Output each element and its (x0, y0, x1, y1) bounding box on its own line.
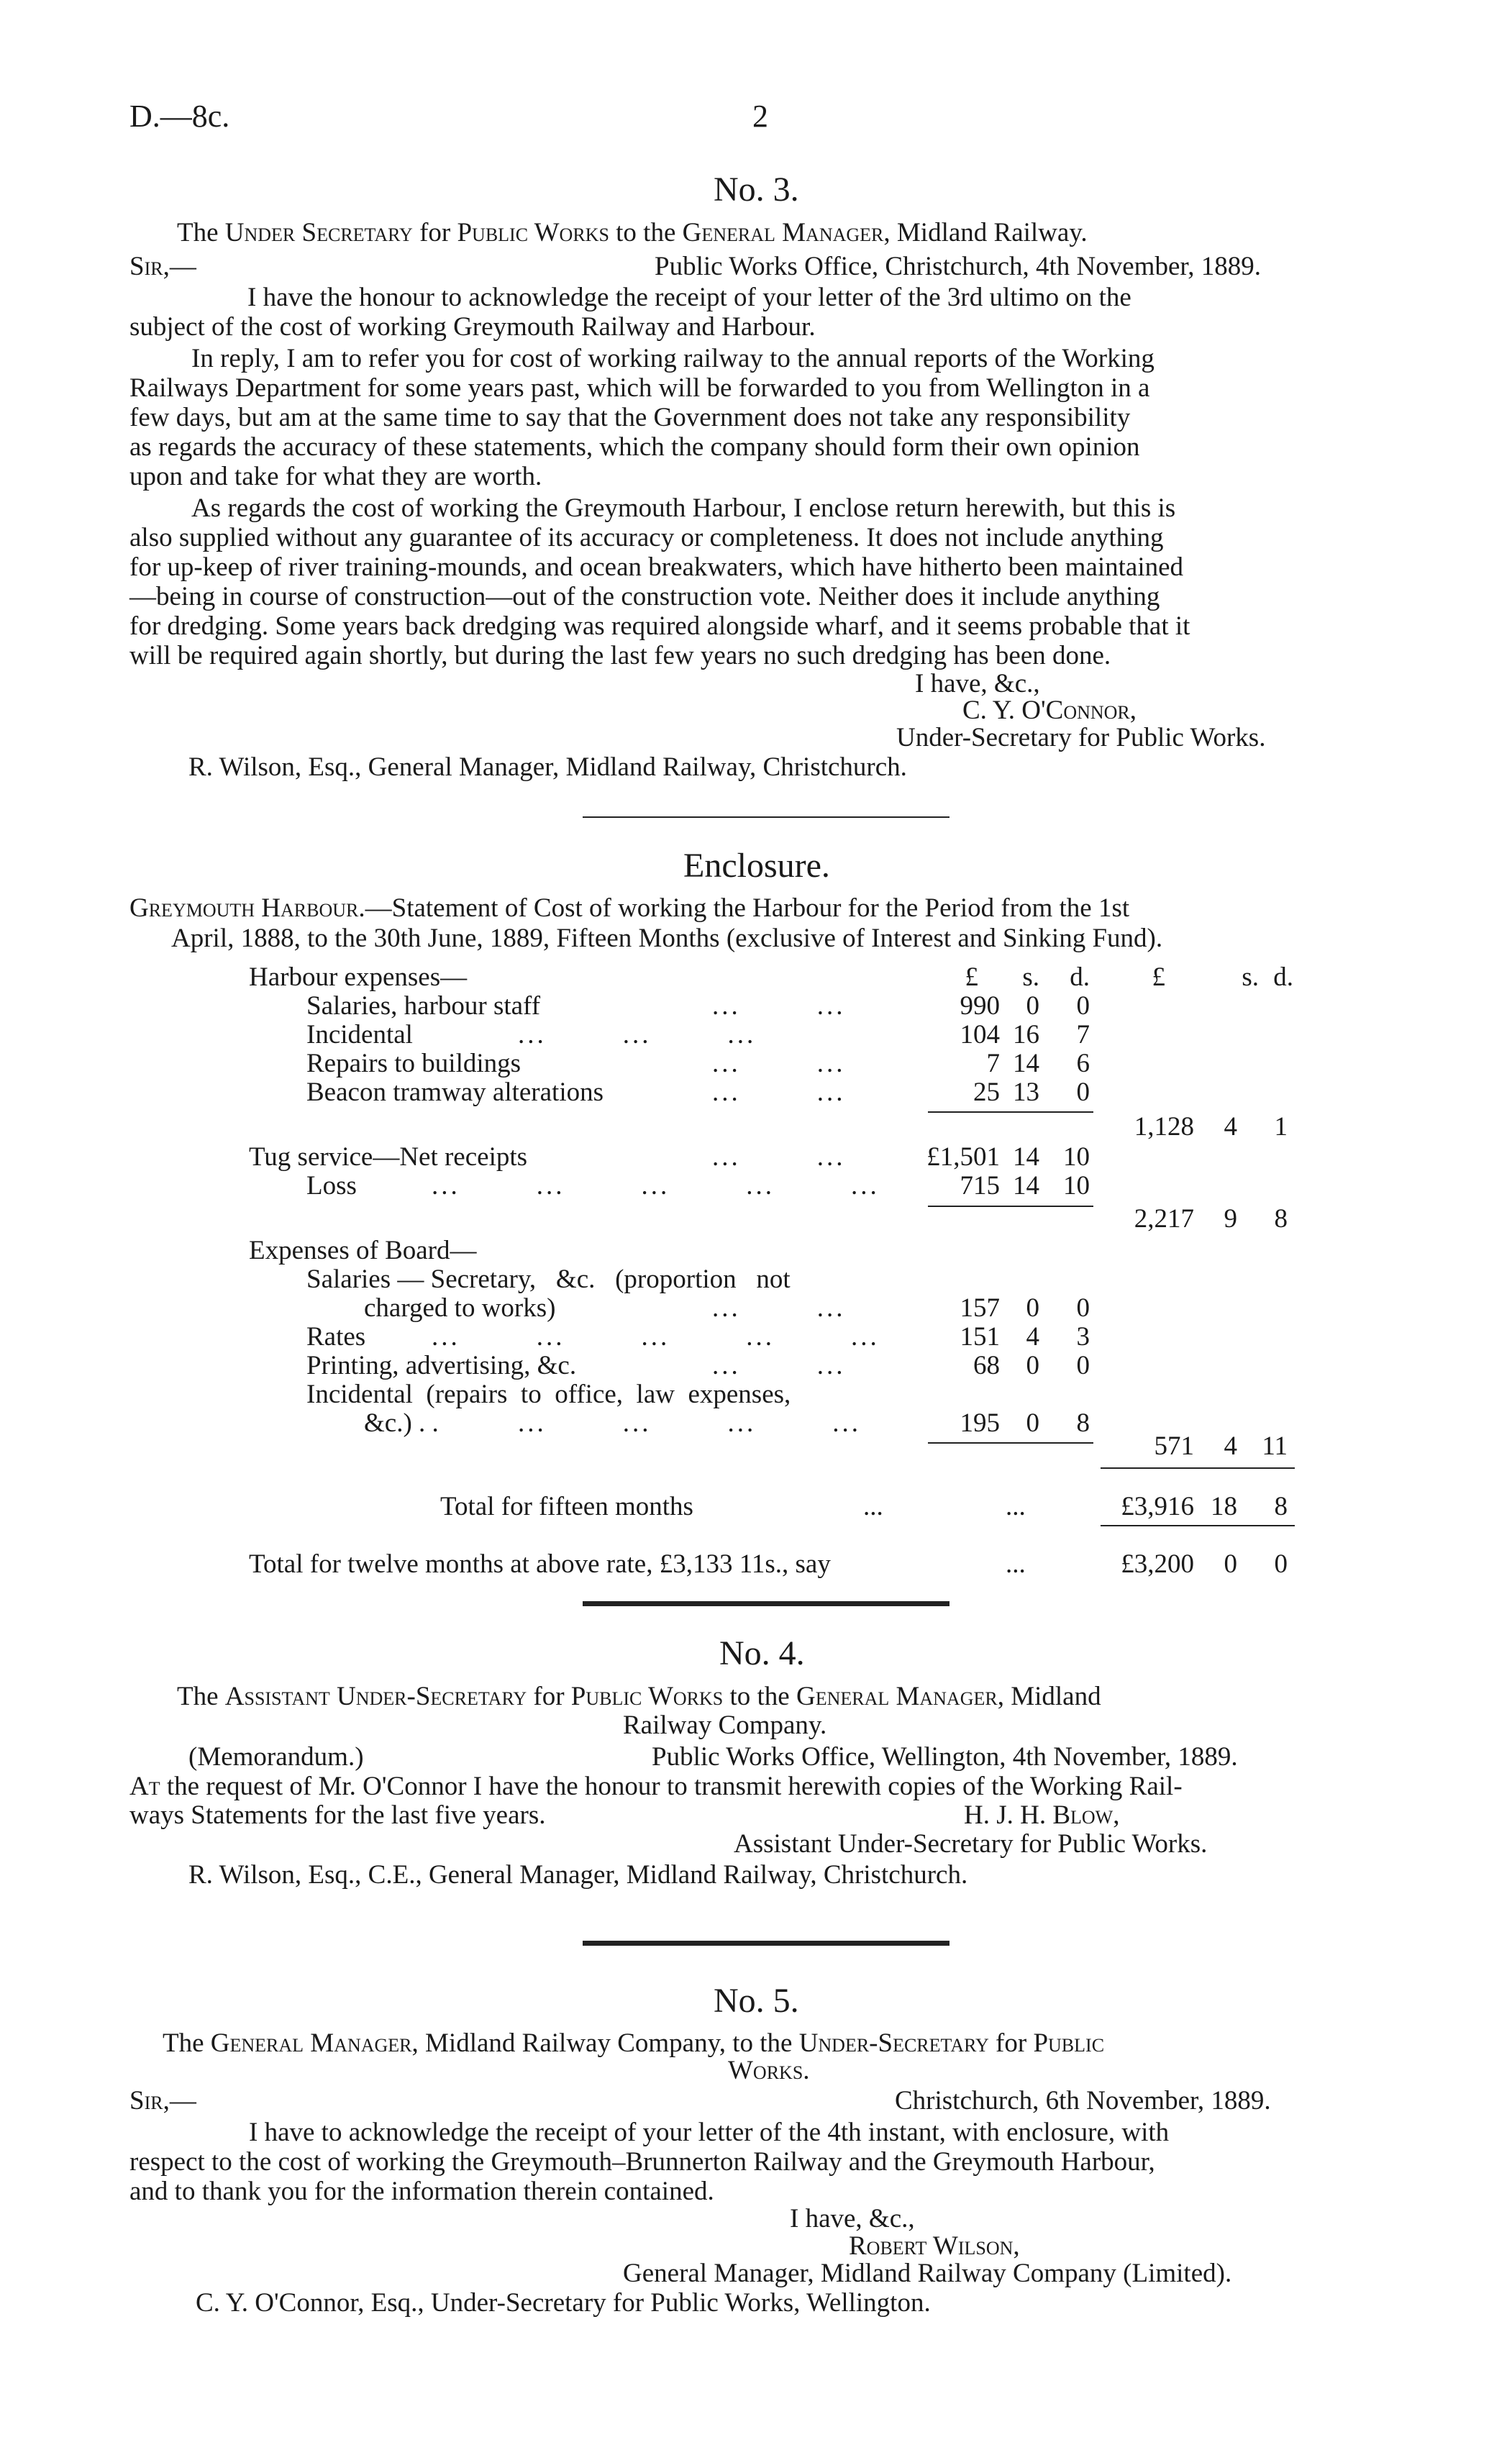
letter-4-body: ways Statements for the last five years. (129, 1800, 546, 1830)
row-label: Repairs to buildings (306, 1049, 522, 1078)
cell-pounds: 25 (973, 1078, 1000, 1107)
cell-pence: 7 (1076, 1020, 1090, 1049)
row-label: Tug service—Net receipts (249, 1142, 528, 1172)
col-header-pounds-2: £ (1152, 962, 1165, 992)
letter-3-p2-line: as regards the accuracy of these statements, which the company should form their own opinion (129, 432, 1140, 462)
col-header-pence-2: d. (1273, 962, 1293, 992)
letter-4-signer: H. J. H. Blow, (964, 1800, 1120, 1830)
page-number: 2 (752, 99, 768, 134)
letter-3-p3-line: will be required again shortly, but during the last few years no such dredging has been done. (129, 641, 1111, 670)
subtotal-pounds: 1,128 (1134, 1112, 1194, 1142)
letter-3-salutation: Sir,— (129, 252, 196, 281)
row-label: Expenses of Board— (249, 1236, 477, 1265)
total-twelve-pence: 0 (1274, 1549, 1288, 1579)
cell-pounds: 195 (960, 1408, 1000, 1438)
enclosure-caption: Greymouth Harbour.—Statement of Cost of working the Harbour for the Period from the 1st (129, 893, 1130, 923)
letter-3-p3-line: —being in course of construction—out of the construction vote. Neither does it include anything (129, 582, 1160, 611)
row-label: charged to works) (364, 1293, 556, 1323)
letter-5-place-date: Christchurch, 6th November, 1889. (895, 2086, 1271, 2115)
leader-dots: ... (1006, 1492, 1026, 1521)
row-label: Loss (306, 1171, 357, 1201)
row-label: Harbour expenses— (249, 962, 468, 992)
letter-3-p3-line: also supplied without any guarantee of its accuracy or completeness. It does not include anything (129, 523, 1164, 552)
cell-pence: 0 (1076, 1351, 1090, 1380)
section-divider-heavy (583, 1941, 949, 1946)
leader-dots: ... ... ... ... (518, 1408, 861, 1438)
letter-3-p3-line: for up-keep of river training-mounds, and ocean breakwaters, which have hitherto been maintained (129, 552, 1184, 582)
letter-3-p2-line: In reply, I am to refer you for cost of working railway to the annual reports of the Working (191, 344, 1155, 373)
subtotal-rule (928, 1206, 1093, 1207)
col-header-shillings: s. (1022, 962, 1039, 992)
letter-5-salutation: Sir,— (129, 2086, 196, 2115)
total-rule (1101, 1467, 1295, 1469)
cell-shillings: 13 (1013, 1078, 1039, 1107)
cell-pence: 6 (1076, 1049, 1090, 1078)
letter-3-addressee: R. Wilson, Esq., General Manager, Midland Railway, Christchurch. (188, 752, 907, 782)
letter-3-p2-line: few days, but am at the same time to say that the Government does not take any responsibility (129, 403, 1131, 432)
row-label: Incidental (repairs to office, law expenses, (306, 1380, 791, 1409)
cell-shillings: 14 (1013, 1171, 1039, 1201)
letter-3-from-to: The Under Secretary for Public Works to the General Manager, Midland Railway. (177, 218, 1088, 247)
row-label: Salaries — Secretary, &c. (proportion not (306, 1265, 791, 1294)
leader-dots: ... (863, 1492, 883, 1521)
letter-5-addressee: C. Y. O'Connor, Esq., Under-Secretary for Public Works, Wellington. (196, 2288, 931, 2318)
subtotal-pence: 1 (1274, 1112, 1288, 1142)
total-fifteen-label: Total for fifteen months (440, 1492, 693, 1521)
leader-dots: ... ... (712, 1049, 846, 1078)
cell-pounds: £1,501 (926, 1142, 1000, 1172)
cell-shillings: 14 (1013, 1049, 1039, 1078)
cell-shillings: 0 (1026, 1351, 1039, 1380)
leader-dots: ... ... ... ... ... (432, 1171, 880, 1201)
subtotal-shillings: 4 (1224, 1431, 1237, 1461)
cell-pounds: 157 (960, 1293, 1000, 1323)
cell-pence: 0 (1076, 1293, 1090, 1323)
letter-5-title: No. 5. (714, 1982, 799, 2020)
total-twelve-label: Total for twelve months at above rate, £3,133 11s., say (249, 1549, 831, 1579)
letter-3-close: I have, &c., (915, 669, 1040, 698)
row-label: Incidental (306, 1020, 413, 1049)
row-label: Printing, advertising, &c. (306, 1351, 577, 1380)
leader-dots: ... ... (712, 1351, 846, 1380)
letter-3-p1-line: subject of the cost of working Greymouth Railway and Harbour. (129, 312, 816, 342)
row-label: &c.) . . (364, 1408, 439, 1438)
cell-shillings: 4 (1026, 1322, 1039, 1352)
letter-3-p2-line: upon and take for what they are worth. (129, 462, 542, 491)
letter-3-p1-line: I have the honour to acknowledge the receipt of your letter of the 3rd ultimo on the (247, 283, 1131, 312)
letter-5-p1-line: respect to the cost of working the Greymouth–Brunnerton Railway and the Greymouth Harbour, (129, 2147, 1155, 2177)
letter-4-from-to-line2: Railway Company. (623, 1711, 827, 1740)
letter-4-title: No. 4. (719, 1634, 805, 1672)
cell-pounds: 7 (986, 1049, 1000, 1078)
leader-dots: ... ... (712, 1078, 846, 1107)
subtotal-shillings: 9 (1224, 1204, 1237, 1234)
letter-5-from-to-line2: Works. (728, 2056, 810, 2085)
letter-5-signer: Robert Wilson, (849, 2231, 1020, 2261)
row-label: Beacon tramway alterations (306, 1078, 604, 1107)
cell-pence: 3 (1076, 1322, 1090, 1352)
letter-4-from-to: The Assistant Under-Secretary for Public Works to the General Manager, Midland (177, 1682, 1101, 1711)
letter-4-addressee: R. Wilson, Esq., C.E., General Manager, Midland Railway, Christchurch. (188, 1860, 968, 1890)
subtotal-pence: 8 (1274, 1204, 1288, 1234)
leader-dots: ... (1006, 1549, 1026, 1579)
subtotal-shillings: 4 (1224, 1112, 1237, 1142)
letter-5-p1-line: I have to acknowledge the receipt of your letter of the 4th instant, with enclosure, with (249, 2118, 1170, 2147)
col-header-pence: d. (1070, 962, 1090, 992)
cell-pounds: 68 (973, 1351, 1000, 1380)
letter-5-p1-line: and to thank you for the information therein contained. (129, 2177, 714, 2206)
letter-3-title: No. 3. (714, 170, 799, 209)
total-rule (1101, 1525, 1295, 1526)
cell-pounds: 715 (960, 1171, 1000, 1201)
letter-3-place-date: Public Works Office, Christchurch, 4th November, 1889. (655, 252, 1261, 281)
letter-3-signer: C. Y. O'Connor, (962, 696, 1137, 725)
cell-shillings: 0 (1026, 991, 1039, 1021)
subtotal-rule (928, 1442, 1093, 1444)
letter-3-p2-line: Railways Department for some years past, which will be forwarded to you from Wellington in a (129, 373, 1150, 403)
leader-dots: ... ... (712, 1142, 846, 1172)
letter-5-close: I have, &c., (790, 2204, 915, 2233)
letter-3-p3-line: As regards the cost of working the Greymouth Harbour, I enclose return herewith, but this is (191, 493, 1176, 523)
cell-shillings: 0 (1026, 1408, 1039, 1438)
total-fifteen-shillings: 18 (1211, 1492, 1237, 1521)
section-divider-heavy (583, 1601, 949, 1606)
total-fifteen-pence: 8 (1274, 1492, 1288, 1521)
letter-5-signer-title: General Manager, Midland Railway Company (Limited). (623, 2259, 1232, 2288)
letter-3-p3-line: for dredging. Some years back dredging was required alongside wharf, and it seems probable that it (129, 611, 1190, 641)
cell-pence: 10 (1063, 1171, 1090, 1201)
total-fifteen-pounds: £3,916 (1121, 1492, 1194, 1521)
cell-pounds: 104 (960, 1020, 1000, 1049)
cell-pounds: 151 (960, 1322, 1000, 1352)
leader-dots: ... ... ... (518, 1020, 757, 1049)
letter-4-memo: (Memorandum.) (188, 1742, 364, 1772)
total-twelve-shillings: 0 (1224, 1549, 1237, 1579)
col-header-pounds: £ (965, 962, 978, 992)
letter-5-from-to: The General Manager, Midland Railway Company, to the Under-Secretary for Public (163, 2028, 1105, 2058)
subtotal-pounds: 571 (1154, 1431, 1194, 1461)
subtotal-pence: 11 (1262, 1431, 1288, 1461)
leader-dots: ... ... (712, 1293, 846, 1323)
col-header-shillings-2: s. (1242, 962, 1259, 992)
letter-4-place-date: Public Works Office, Wellington, 4th November, 1889. (652, 1742, 1238, 1772)
cell-pence: 0 (1076, 1078, 1090, 1107)
leader-dots: ... ... (712, 991, 846, 1021)
cell-shillings: 0 (1026, 1293, 1039, 1323)
total-twelve-pounds: £3,200 (1121, 1549, 1194, 1579)
enclosure-caption-line2: April, 1888, to the 30th June, 1889, Fifteen Months (exclusive of Interest and Sinking Fund). (171, 924, 1163, 953)
enclosure-title: Enclosure. (683, 847, 830, 885)
cell-shillings: 16 (1013, 1020, 1039, 1049)
row-label: Salaries, harbour staff (306, 991, 541, 1021)
cell-shillings: 14 (1013, 1142, 1039, 1172)
letter-4-signer-title: Assistant Under-Secretary for Public Works. (734, 1829, 1208, 1859)
letter-3-signer-title: Under-Secretary for Public Works. (896, 723, 1266, 752)
cell-pounds: 990 (960, 991, 1000, 1021)
cell-pence: 0 (1076, 991, 1090, 1021)
page-header-ref: D.—8c. (129, 99, 230, 134)
subtotal-rule (928, 1111, 1093, 1113)
cell-pence: 8 (1076, 1408, 1090, 1438)
row-label: Rates (306, 1322, 366, 1352)
leader-dots: ... ... ... ... ... (432, 1322, 880, 1352)
letter-4-body: At the request of Mr. O'Connor I have the honour to transmit herewith copies of the Working Rail- (129, 1772, 1183, 1801)
subtotal-pounds: 2,217 (1134, 1204, 1194, 1234)
cell-pence: 10 (1063, 1142, 1090, 1172)
